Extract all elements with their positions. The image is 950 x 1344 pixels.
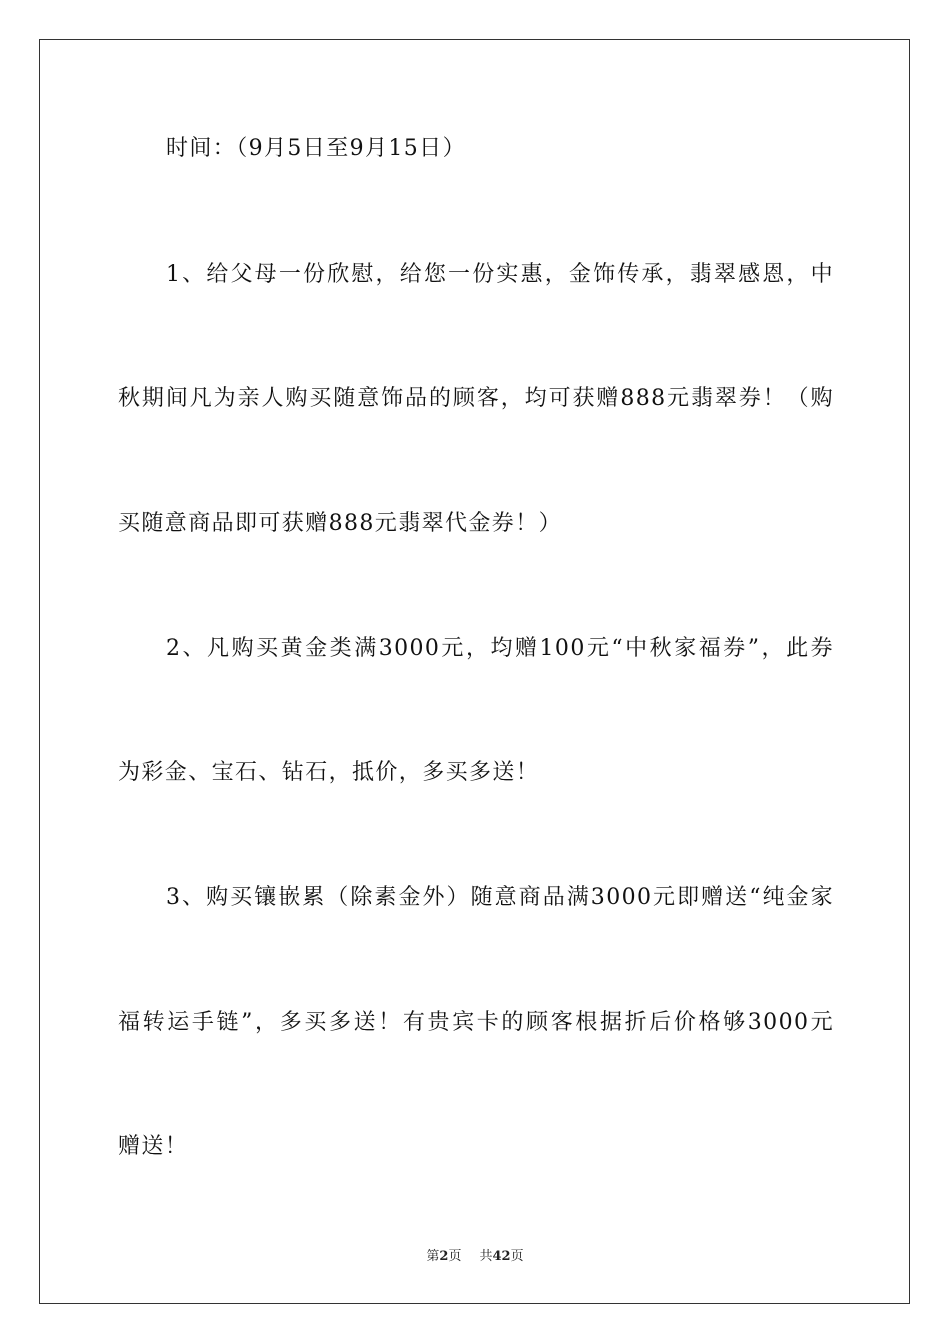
paragraph-1-line-3: 买随意商品即可获赠888元翡翠代金券！） <box>118 511 562 536</box>
page-total: 42 <box>492 1249 511 1264</box>
total-suffix: 页 <box>510 1249 524 1264</box>
page-suffix: 页 <box>448 1249 462 1264</box>
paragraph-3-line-2: 福转运手链”，多买多送！有贵宾卡的顾客根据折后价格够3000元 <box>118 1010 834 1035</box>
paragraph-1-line-2: 秋期间凡为亲人购买随意饰品的顾客，均可获赠888元翡翠券！（购 <box>118 386 834 411</box>
page-current: 2 <box>439 1249 449 1264</box>
time-line: 时间：（9月5日至9月15日） <box>166 136 466 161</box>
paragraph-3-line-3: 赠送！ <box>118 1134 189 1159</box>
page-border <box>39 39 910 1304</box>
total-prefix: 共 <box>479 1249 493 1264</box>
paragraph-2-line-2: 为彩金、宝石、钻石，抵价，多买多送！ <box>118 760 540 785</box>
paragraph-1-line-1: 1、给父母一份欣慰，给您一份实惠，金饰传承，翡翠感恩，中 <box>166 262 834 287</box>
page-footer <box>0 1248 950 1266</box>
page-prefix: 第 <box>426 1249 440 1264</box>
paragraph-3-line-1: 3、购买镶嵌累（除素金外）随意商品满3000元即赠送“纯金家 <box>166 885 834 910</box>
paragraph-2-line-1: 2、凡购买黄金类满3000元，均赠100元“中秋家福券”，此券 <box>166 636 834 661</box>
